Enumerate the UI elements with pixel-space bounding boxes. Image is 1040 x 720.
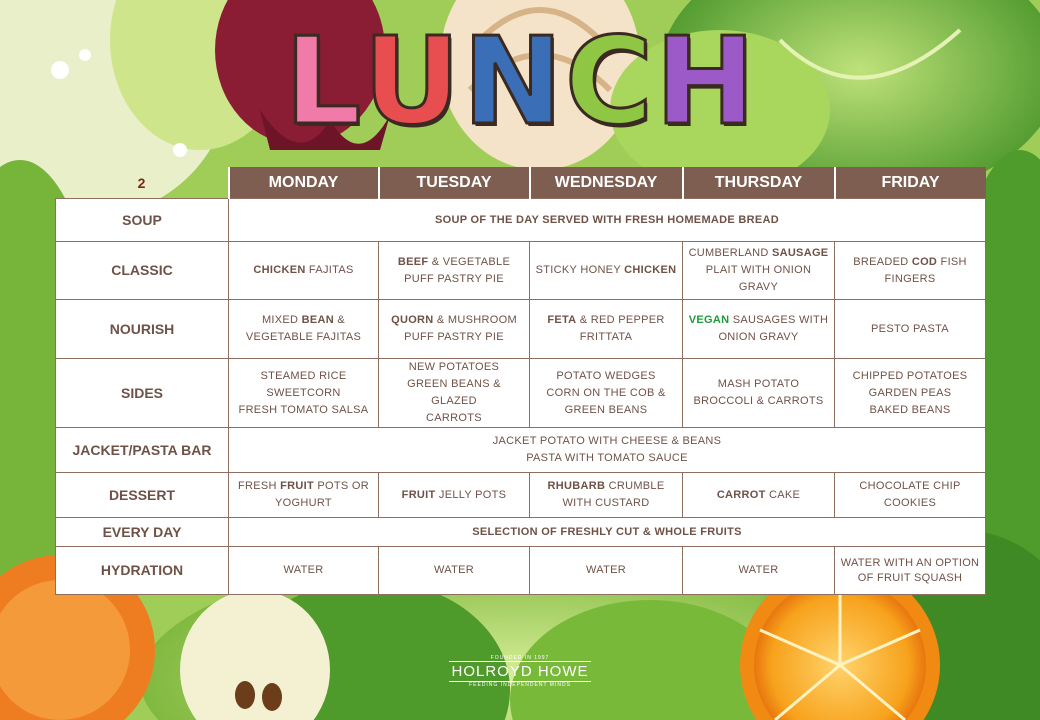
table-row-nourish	[56, 300, 986, 359]
row-label: EVERY DAY	[56, 518, 229, 547]
side-item: BROCCOLI & CARROTS	[693, 395, 824, 407]
logo-brand: HOLROYD HOWE	[451, 663, 589, 680]
highlight-word: BEAN	[301, 314, 335, 326]
title-letter: C	[564, 13, 653, 152]
menu-text: & VEGETABLE FAJITAS	[245, 314, 362, 343]
row-label: HYDRATION	[56, 547, 229, 595]
menu-cell: WATER	[379, 547, 530, 595]
menu-cell	[530, 473, 683, 518]
side-item: CHIPPED POTATOES	[852, 369, 968, 382]
highlight-word: SAUSAGE	[771, 247, 829, 259]
menu-cell	[835, 359, 986, 428]
title-letter: U	[363, 13, 461, 152]
menu-text: CRUMBLE WITH CUSTARD	[562, 480, 665, 509]
day-header-friday: FRIDAY	[835, 167, 986, 199]
title-letter: N	[462, 13, 563, 152]
table-row-classic	[56, 242, 986, 300]
menu-text: CHOCOLATE CHIP COOKIES	[859, 480, 961, 509]
menu-cell	[530, 300, 683, 359]
menu-text: CUMBERLAND	[688, 247, 772, 259]
side-item: FRESH TOMATO SALSA	[238, 403, 369, 416]
table-row-jacket-pasta	[56, 428, 986, 473]
logo-founded: FOUNDED IN 1997	[490, 655, 550, 661]
highlight-word: FRUIT	[280, 480, 315, 492]
vegan-label: VEGAN	[688, 314, 730, 326]
highlight-word: CHICKEN	[253, 264, 306, 276]
jacket-pasta-cell	[229, 428, 986, 473]
side-item: STEAMED RICE	[260, 369, 347, 382]
menu-cell	[379, 473, 530, 518]
menu-text: POTS OR YOGHURT	[275, 480, 369, 509]
menu-cell	[835, 300, 986, 359]
row-label: JACKET/PASTA BAR	[56, 428, 229, 473]
lunch-menu-table	[55, 167, 986, 595]
row-label: SIDES	[56, 359, 229, 428]
menu-cell	[530, 242, 683, 300]
soup-text: SOUP OF THE DAY SERVED WITH FRESH HOMEMADE BREAD	[229, 199, 986, 242]
menu-cell	[530, 359, 683, 428]
table-row-sides	[56, 359, 986, 428]
menu-cell: WATER	[530, 547, 683, 595]
menu-text: FISH FINGERS	[884, 255, 967, 285]
row-label: DESSERT	[56, 473, 229, 518]
day-header-wednesday: WEDNESDAY	[530, 167, 683, 199]
table-row-soup	[56, 199, 986, 242]
page-title	[284, 13, 756, 152]
menu-cell	[683, 359, 835, 428]
menu-text: BREADED	[853, 255, 912, 268]
side-item: BAKED BEANS	[869, 403, 951, 416]
side-item: POTATO WEDGES	[556, 369, 656, 382]
highlight-word: QUORN	[391, 314, 434, 326]
side-item: CARROTS	[426, 412, 482, 424]
highlight-word: FETA	[547, 314, 577, 326]
table-header-row	[56, 167, 986, 199]
menu-text: MIXED	[261, 314, 302, 326]
side-item: GREEN BEANS	[564, 403, 648, 416]
menu-text: & VEGETABLE PUFF PASTRY PIE	[404, 255, 511, 285]
menu-text: FAJITAS	[305, 264, 354, 276]
row-label: CLASSIC	[56, 242, 229, 300]
table-row-every-day	[56, 518, 986, 547]
menu-text: & RED PEPPER FRITTATA	[576, 314, 665, 343]
menu-text: PLAIT WITH ONION GRAVY	[705, 264, 812, 293]
logo-tagline: FEEDING INDEPENDENT MINDS	[469, 682, 571, 688]
menu-cell	[835, 242, 986, 300]
menu-cell	[683, 473, 835, 518]
menu-text: JELLY POTS	[435, 488, 507, 501]
row-label: NOURISH	[56, 300, 229, 359]
menu-cell	[379, 359, 530, 428]
menu-cell: WATER	[229, 547, 379, 595]
menu-cell: WATER WITH AN OPTION OF FRUIT SQUASH	[835, 547, 986, 595]
menu-cell	[229, 300, 379, 359]
side-item: SWEETCORN	[266, 386, 341, 399]
table-row-hydration	[56, 547, 986, 595]
side-item: NEW POTATOES	[408, 361, 500, 373]
holroyd-howe-logo	[440, 655, 600, 695]
day-header-thursday: THURSDAY	[683, 167, 835, 199]
menu-text: PESTO PASTA	[871, 322, 949, 335]
side-item: CORN ON THE COB &	[546, 386, 666, 399]
side-item: GARDEN PEAS	[868, 386, 952, 399]
side-item: GREEN BEANS & GLAZED	[407, 378, 501, 407]
menu-cell	[683, 242, 835, 300]
day-header-monday: MONDAY	[229, 167, 379, 199]
menu-cell	[683, 300, 835, 359]
menu-cell	[835, 473, 986, 518]
highlight-word: FRUIT	[401, 488, 436, 501]
menu-cell	[229, 473, 379, 518]
highlight-word: BEEF	[397, 255, 429, 268]
day-header-tuesday: TUESDAY	[379, 167, 530, 199]
menu-text: STICKY HONEY	[535, 264, 625, 276]
highlight-word: RHUBARB	[547, 480, 606, 492]
menu-text: CAKE	[765, 488, 801, 501]
title-letter: L	[284, 13, 362, 152]
menu-text: JACKET POTATO WITH CHEESE & BEANS	[492, 435, 722, 447]
menu-cell: WATER	[683, 547, 835, 595]
every-day-text: SELECTION OF FRESHLY CUT & WHOLE FRUITS	[229, 518, 986, 547]
row-label: SOUP	[56, 199, 229, 242]
week-number: 2	[137, 174, 146, 191]
menu-cell	[379, 242, 530, 300]
menu-text: SAUSAGES WITH ONION GRAVY	[718, 314, 829, 343]
highlight-word: CARROT	[716, 488, 766, 501]
menu-cell	[229, 359, 379, 428]
highlight-word: CHICKEN	[624, 264, 677, 276]
menu-cell	[229, 242, 379, 300]
menu-cell	[379, 300, 530, 359]
table-row-dessert	[56, 473, 986, 518]
menu-text: FRESH	[238, 480, 281, 492]
highlight-word: COD	[911, 255, 938, 268]
title-letter: H	[655, 13, 756, 152]
menu-text: PASTA WITH TOMATO SAUCE	[526, 452, 688, 464]
side-item: MASH POTATO	[717, 378, 800, 390]
menu-text: & MUSHROOM PUFF PASTRY PIE	[404, 314, 517, 343]
